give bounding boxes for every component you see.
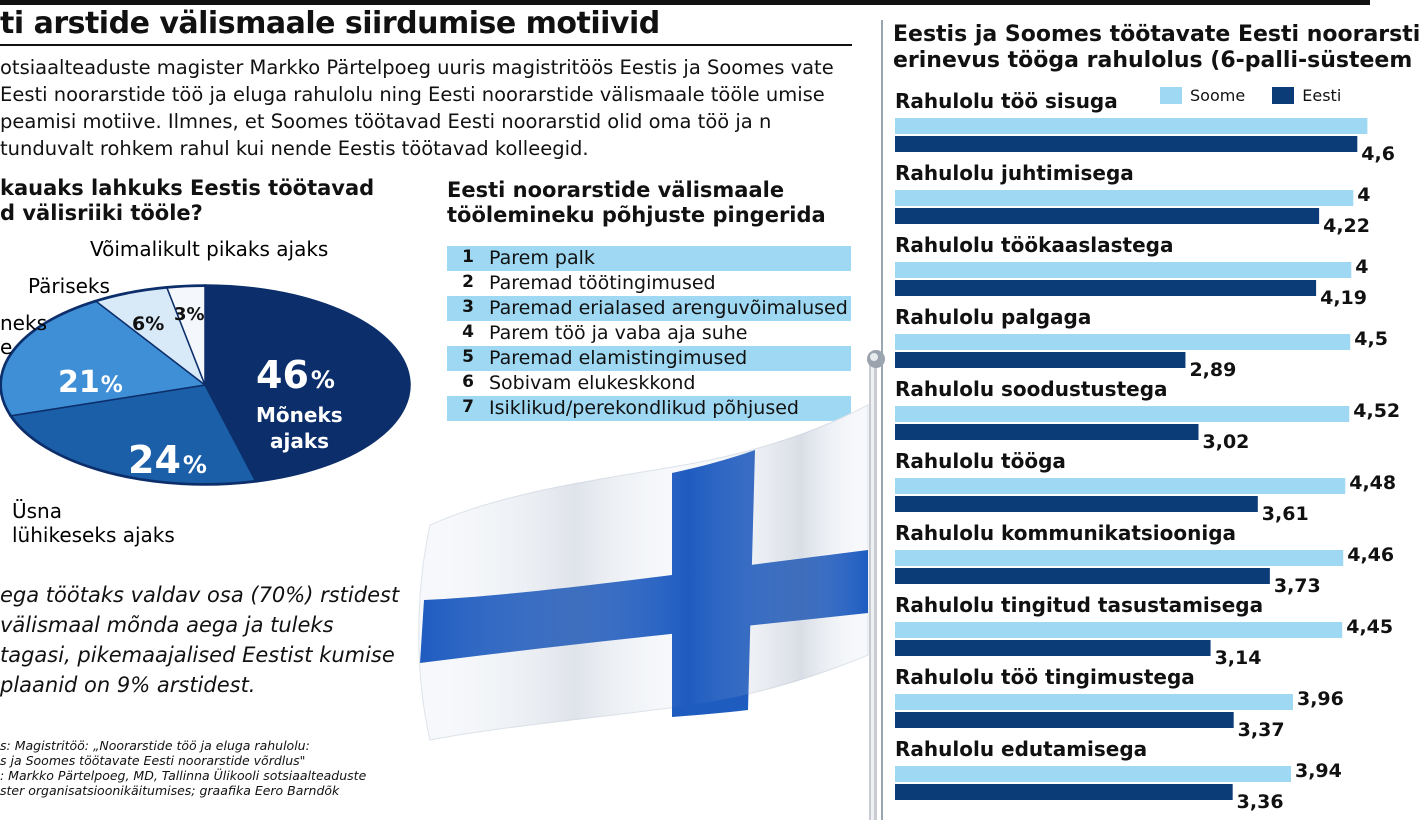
bar-soome [895,766,1291,782]
intro-text: otsiaalteaduste magister Markko Pärtelpoeg uuris magistritöös Eestis ja Soomes vate Eesti noorarstide töö ja eluga rahulolu ning Eesti noorarstide välismaale tööle umise peamisi motiive. Ilmnes, et Soomes töötavad Eesti noorarstid olid oma töö ja n tunduvalt rohkem rahul kui nende Eestis töötavad kolleegid. [0,56,834,160]
ranking-item [447,321,851,346]
bar-eesti [895,712,1234,728]
bar-category-label: Rahulolu töö tingimustega [895,665,1195,689]
column-divider [881,20,883,820]
pie-label-usna-b: lühikeseks ajaks [12,523,175,547]
bar-soome [895,406,1349,422]
bar-category-label: Rahulolu palgaga [895,305,1092,329]
pie-label-pikaks: Võimalikult pikaks ajaks [90,237,329,261]
bar-soome [895,118,1367,134]
bar-value-soome: 4,48 [1349,472,1397,494]
source-line-1: s: Magistritöö: „Noorarstide töö ja eluga rahulolu: [0,738,310,753]
bar-value-soome: 4,46 [1347,544,1395,566]
bar-value-eesti: 3,61 [1261,503,1309,525]
ranking-title [447,178,826,228]
legend-label-soome: Soome [1190,86,1246,105]
bar-value-eesti: 3,73 [1273,575,1321,597]
bar-chart-title [893,22,1420,74]
top-rule [0,0,1370,5]
bar-value-eesti: 4,6 [1361,143,1395,165]
bar-eesti [895,136,1357,152]
bar-eesti [895,640,1211,656]
source-note [0,738,430,798]
bar-value-eesti: 3,36 [1236,791,1284,813]
ranking-title-line-2: töölemineku põhjuste pingerida [447,203,826,227]
title-rule [0,44,852,46]
pie-pct-21: 21% [58,365,123,400]
bar-value-soome: 4,5 [1354,328,1388,350]
bar-value-eesti: 2,89 [1189,359,1237,381]
pie-pct-46: 46% [256,353,335,397]
pie-label-mones-b: ajaks [270,429,330,453]
bar-category-label: Rahulolu kommunikatsiooniga [895,521,1237,545]
source-line-2: s ja Soomes töötavate Eesti noorarstide võrdlus" [0,753,306,768]
bar-category-label: Rahulolu töö sisuga [895,89,1118,113]
pie-question-line-2: d välisriiki tööle? [0,201,203,225]
bar-soome [895,550,1343,566]
bar-eesti [895,784,1233,800]
bar-value-soome: 4 [1355,256,1369,278]
bar-value-eesti: 3,37 [1237,719,1285,741]
bar-chart [885,80,1401,820]
pie-pct-24: 24% [128,438,207,482]
bar-eesti [895,352,1185,368]
ranking-item-text: Paremad erialased arenguvõimalused [489,297,848,319]
bar-category-label: Rahulolu tingitud tasustamisega [895,593,1264,617]
bar-value-soome: 3,94 [1294,760,1342,782]
pie-label-oneks-b: e [0,335,13,359]
bar-value-eesti: 4,19 [1320,287,1367,309]
source-line-3: : Markko Pärtelpoeg, MD, Tallinna Ülikooli sotsiaalteaduste [0,768,367,783]
bar-soome [895,622,1342,638]
bar-value-soome: 4,52 [1353,400,1401,422]
ranking-item-text: Parem palk [489,247,595,269]
bar-category-label: Rahulolu edutamisega [895,737,1148,761]
pie-label-oneks-a: neks [0,311,47,335]
ranking-item [447,246,851,271]
bar-soome [895,334,1350,350]
ranking-item-text: Isiklikud/perekondlikud põhjused [489,397,799,419]
pie-label-usna-a: Üsna [12,499,62,523]
source-line-4: ster organisatsioonikäitumises; graafika Eero Barndõk [0,783,340,798]
ranking-item-number: 5 [462,347,474,367]
bar-value-eesti: 3,14 [1214,647,1262,669]
bar-title-line-1: Eestis ja Soomes töötavate Eesti noorarsti [893,22,1420,47]
ranking-item-text: Parem töö ja vaba aja suhe [489,322,748,344]
ranking-item-text: Paremad elamistingimused [489,347,748,369]
pie-label-periseks: Päriseks [28,274,110,298]
bar-soome [895,694,1293,710]
bar-category-label: Rahulolu töökaaslastega [895,233,1174,257]
bottom-note: ega töötaks valdav osa (70%) rstidest välismaal mõnda aega ja tuleks tagasi, pikemaajalised Eestist kumise plaanid on 9% arstidest. [0,583,400,697]
ranking-item-number: 3 [462,297,474,317]
bar-eesti [895,424,1199,440]
bar-eesti [895,496,1258,512]
ranking-item-number: 7 [462,397,474,417]
page-title: ti arstide välismaale siirdumise motiivid [0,6,660,41]
pie-question-line-1: kauaks lahkuks Eestis töötavad [0,176,375,200]
ranking-item-text: Sobivam elukeskkond [489,372,696,394]
pie-question [0,176,374,226]
ranking-item-number: 2 [462,272,474,292]
pie-pct-6: 6% [132,313,165,335]
bar-value-eesti: 3,02 [1202,431,1250,453]
ranking-item-number: 1 [462,247,474,267]
bar-soome [895,190,1353,206]
ranking-item-number: 4 [462,322,474,342]
ranking-item-text: Paremad töötingimused [489,272,716,294]
bar-eesti [895,568,1270,584]
bar-category-label: Rahulolu tööga [895,449,1066,473]
bar-eesti [895,208,1319,224]
ranking-item-number: 6 [462,372,474,392]
pie-chart [0,230,420,550]
pie-pct-3: 3% [174,304,205,325]
ranking-item [447,296,851,321]
bar-category-label: Rahulolu juhtimisega [895,161,1134,185]
bar-value-eesti: 4,22 [1323,215,1371,237]
finland-flag-image [410,345,870,820]
bar-soome [895,478,1345,494]
bar-title-line-2: erinevus tööga rahulolus (6-palli-süsteem [893,48,1413,73]
bar-category-label: Rahulolu soodustustega [895,377,1168,401]
bar-eesti [895,280,1316,296]
pie-label-mones-a: Mõneks [256,403,343,427]
ranking-title-line-1: Eesti noorarstide välismaale [447,178,785,202]
legend-label-eesti: Eesti [1302,86,1342,105]
bar-value-soome: 4,45 [1346,616,1394,638]
bar-value-soome: 3,96 [1296,688,1344,710]
bar-soome [895,262,1351,278]
bar-value-soome: 4 [1357,184,1371,206]
ranking-item [447,271,851,296]
